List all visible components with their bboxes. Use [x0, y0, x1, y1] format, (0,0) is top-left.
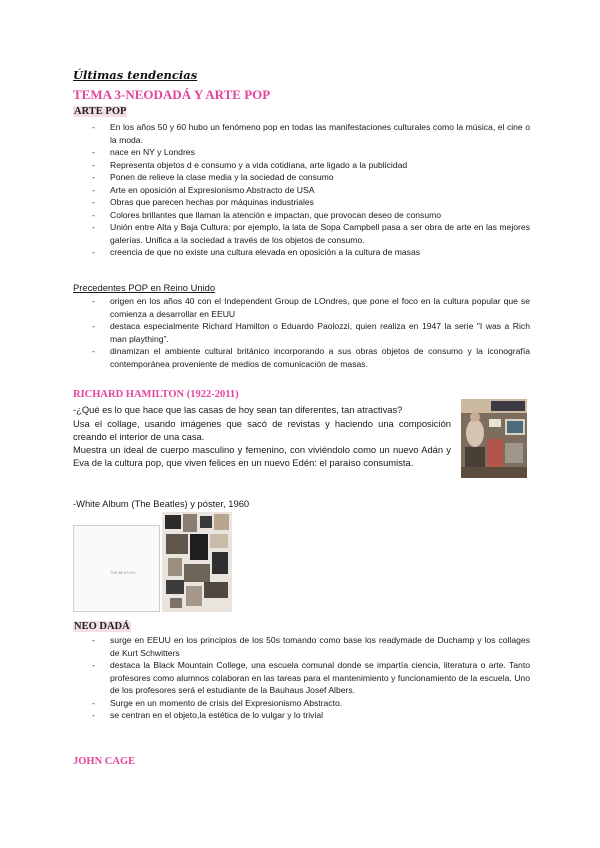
list-item: - destaca especialmente Richard Hamilton o Eduardo Paolozzi, quien realiza en 1947 la serie "I was a Rich man plaything". [92, 320, 530, 345]
list-item: - origen en los años 40 con el Independent Group de LOndres, que pone el foco en la cultura popular que se comienza a desarrollar en EEUU [92, 295, 530, 320]
neodada-list [92, 634, 530, 722]
john-cage-heading: JOHN CAGE [73, 756, 136, 767]
arte-pop-heading: ARTE POP [74, 106, 127, 117]
list-item: - Colores brillantes que llaman la atención e impactan, que provocan deseo de consumo [92, 209, 530, 222]
collage-picture [461, 399, 527, 478]
hamilton-paragraph-1: Usa el collage, usando imágenes que sacó de revistas y haciendo una composición creando el interior de una casa. [73, 418, 451, 442]
arte-pop-list [92, 121, 530, 259]
hamilton-collage-image [461, 399, 527, 478]
precedentes-heading: Precedentes POP en Reino Unido [73, 282, 216, 293]
sleeve-text: THE BEATLES [110, 571, 136, 575]
hamilton-heading: RICHARD HAMILTON (1922-2011) [73, 389, 239, 400]
list-item: - Ponen de relieve la clase media y la sociedad de consumo [92, 171, 530, 184]
list-item: - surge en EEUU en los principios de los 50s tomando como base los readymade de Duchamp y los collages de Kurt Schwitters [92, 634, 530, 659]
list-item: - Arte en oposición al Expresionismo Abstracto de USA [92, 184, 530, 197]
list-item: - Obras que parecen hechas por máquinas industriales [92, 196, 530, 209]
course-title: Últimas tendencias [73, 68, 198, 82]
white-album-sleeve-image [73, 525, 160, 612]
list-item: - Surge en un momento de crisis del Expresionismo Abstracto. [92, 697, 530, 710]
list-item: - se centran en el objeto,la estética de lo vulgar y lo trivial [92, 709, 530, 722]
topic-title: TEMA 3-NEODADÁ Y ARTE POP [73, 87, 271, 102]
list-item: - Unión entre Alta y Baja Cultura: por ejemplo, la lata de Sopa Campbell pasa a ser obra de arte en las mejores galerías. Unifica a la sociedad a través de los objetos de consumo. [92, 221, 530, 246]
list-item: - nace en NY y Londres [92, 146, 530, 159]
hamilton-question: -¿Qué es lo que hace que las casas de hoy sean tan diferentes, tan atractivas? [73, 404, 403, 415]
list-item: - dinamizan el ambiente cultural británico incorporando a sus obras objetos de consumo y la iconografía contemporánea proveniente de medios de comunicación de masas. [92, 345, 530, 370]
poster-picture [162, 512, 232, 612]
list-item: - destaca la Black Mountain College, una escuela comunal donde se impartía ciencia, literatura o arte. Tanto profesores como alumnos colaboran en las tareas para el mantenimiento y funcionamiento de la escuela. Uno de los profesores será el estudiante de la Bauhaus Josef Albers. [92, 659, 530, 697]
hamilton-paragraph-2: Muestra un ideal de cuerpo masculino y femenino, con viviéndolo como un nuevo Adán y Eva de la cultura pop, que viven felices en un nuevo Edén: el paraíso consumista. [73, 444, 451, 468]
list-item: - Representa objetos d e consumo y a vida cotidiana, arte ligado a la publicidad [92, 159, 530, 172]
precedentes-list [92, 295, 530, 370]
beatles-poster-image [162, 512, 232, 612]
list-item: - En los años 50 y 60 hubo un fenómeno pop en todas las manifestaciones culturales como la música, el cine o la moda. [92, 121, 530, 146]
white-album-caption: -White Album (The Beatles) y póster, 1960 [73, 498, 250, 509]
neodada-heading: NEO DADÁ [74, 621, 130, 632]
list-item: - creencia de que no existe una cultura elevada en oposición a la cultura de masas [92, 246, 530, 259]
